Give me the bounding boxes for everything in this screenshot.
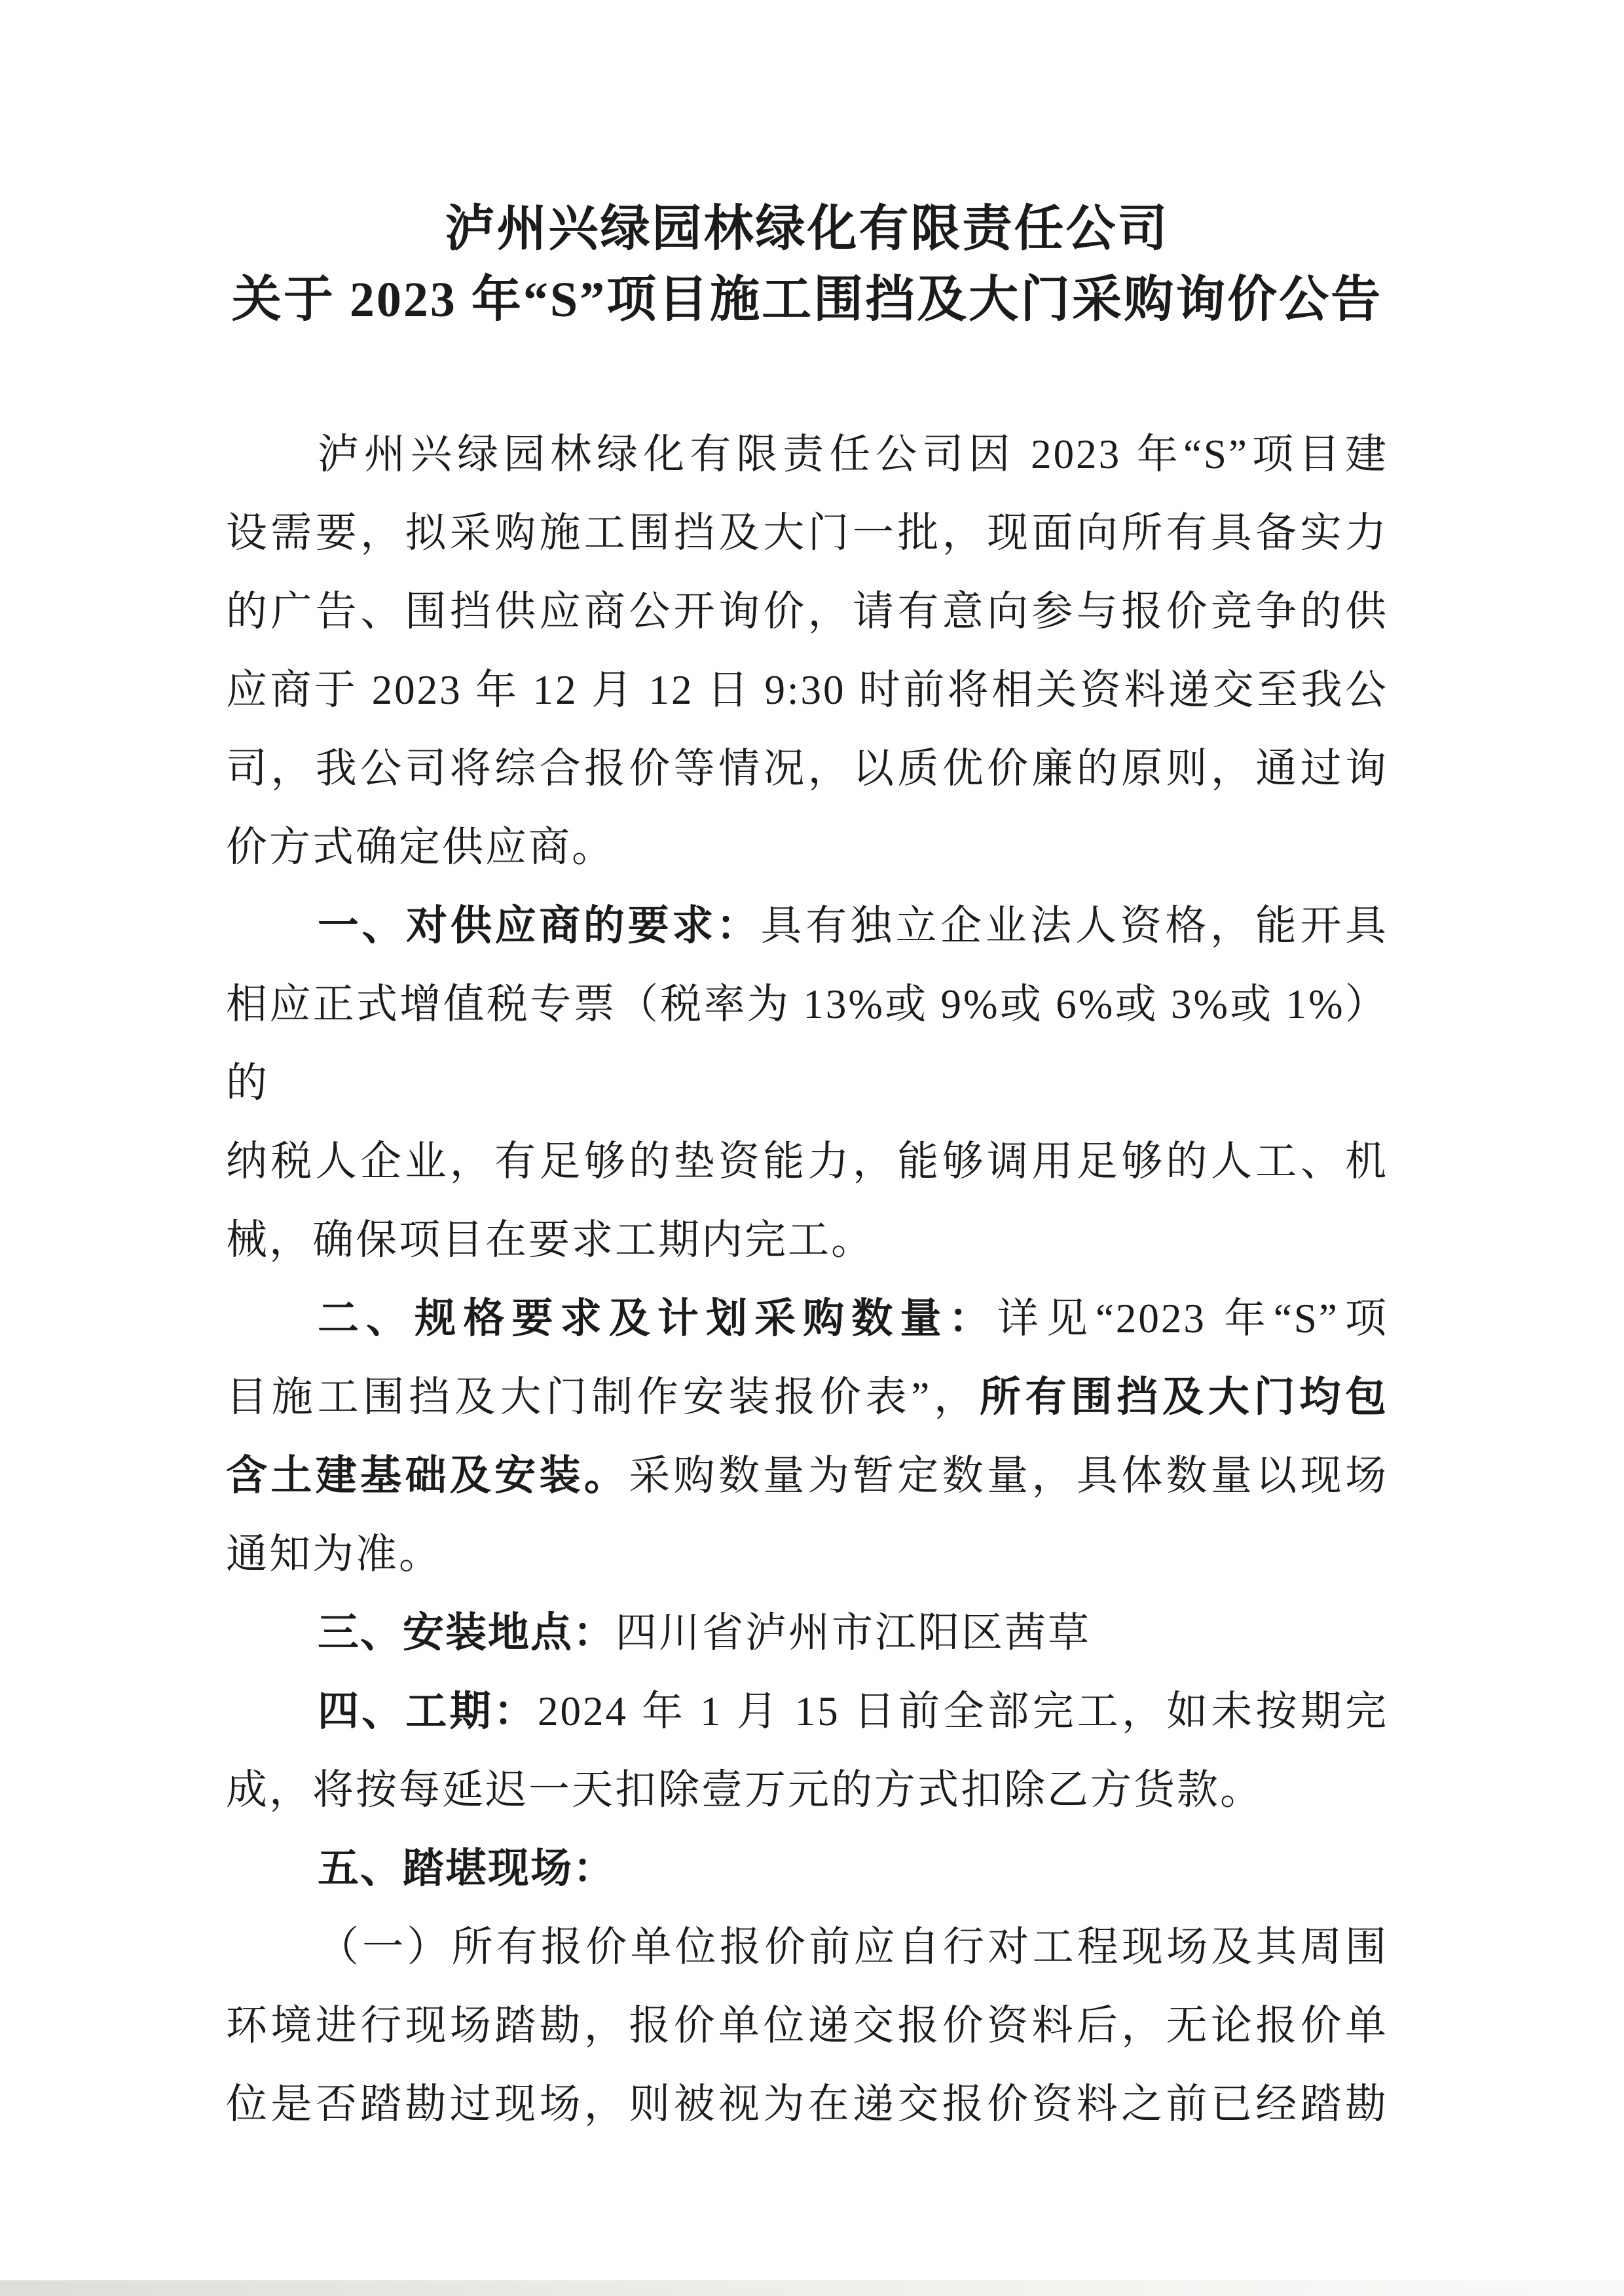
emphasis-bold-text: 含土建基础及安装。	[226, 1453, 629, 1499]
intro-text: 设需要，拟采购施工围挡及大门一批，现面向所有具备实力	[226, 510, 1388, 556]
body-line-16	[226, 1672, 1388, 1751]
body-line-9	[226, 1122, 1388, 1201]
intro-text: 价方式确定供应商。	[226, 824, 615, 870]
section-one-text: 械，确保项目在要求工期内完工。	[226, 1217, 874, 1263]
body-line-3	[226, 572, 1388, 651]
body-line-7	[226, 886, 1388, 965]
body-line-1	[226, 415, 1388, 494]
section-one-heading: 一、对供应商的要求：	[318, 903, 761, 949]
section-five-item-text: （一）所有报价单位报价前应自行对工程现场及其周围	[318, 1924, 1388, 1970]
body-line-8	[226, 965, 1388, 1122]
section-one-text: 具有独立企业法人资格，能开具	[760, 903, 1389, 949]
intro-text: 应商于 2023 年 12 月 12 日 9:30 时前将相关资料递交至我公	[226, 667, 1388, 713]
section-four-text: 2024 年 1 月 15 日前全部完工，如未按期完	[538, 1688, 1389, 1734]
body-line-5	[226, 729, 1388, 808]
section-five-item-text: 位是否踏勘过现场，则被视为在递交报价资料之前已经踏勘	[226, 2081, 1388, 2127]
body-line-20	[226, 1986, 1388, 2065]
section-three-text: 四川省泸州市江阳区茜草	[616, 1610, 1091, 1656]
section-two-heading: 二、规格要求及计划采购数量：	[318, 1296, 997, 1341]
document-title-subject: 关于 2023 年“S”项目施工围挡及大门采购询价公告	[231, 272, 1383, 327]
section-one-text: 纳税人企业，有足够的垫资能力，能够调用足够的人工、机	[226, 1139, 1388, 1184]
section-two-text: 通知为准。	[226, 1531, 442, 1577]
intro-text: 的广告、围挡供应商公开询价，请有意向参与报价竞争的供	[226, 589, 1388, 634]
body-line-13	[226, 1436, 1388, 1515]
section-four-text: 成，将按每延迟一天扣除壹万元的方式扣除乙方货款。	[226, 1767, 1263, 1813]
body-line-19	[226, 1908, 1388, 1986]
section-two-text: 目施工围挡及大门制作安装报价表”，	[226, 1374, 980, 1420]
intro-text: 泸州兴绿园林绿化有限责任公司因 2023 年“S”项目建	[318, 431, 1388, 477]
section-one-text: 相应正式增值税专票（税率为 13%或 9%或 6%或 3%或 1%）的	[226, 981, 1388, 1106]
body-line-17	[226, 1751, 1388, 1829]
scanner-edge-artifact	[0, 2280, 1624, 2296]
emphasis-bold-text: 所有围挡及大门均包	[979, 1374, 1388, 1420]
body-line-18	[226, 1829, 1388, 1908]
body-line-11	[226, 1279, 1388, 1358]
intro-text: 司，我公司将综合报价等情况，以质优价廉的原则，通过询	[226, 746, 1388, 792]
body-line-21	[226, 2065, 1388, 2143]
document-title-company: 泸州兴绿园林绿化有限责任公司	[445, 202, 1170, 257]
body-line-2	[226, 494, 1388, 572]
section-five-heading: 五、踏堪现场：	[318, 1846, 616, 1891]
title-block	[226, 0, 1388, 335]
body-line-10	[226, 1201, 1388, 1279]
document-content	[226, 0, 1388, 2143]
body-line-12	[226, 1358, 1388, 1436]
body-line-14	[226, 1515, 1388, 1594]
section-three-heading: 三、安装地点：	[318, 1610, 616, 1656]
body-line-4	[226, 651, 1388, 729]
section-five-item-text: 环境进行现场踏勘，报价单位递交报价资料后，无论报价单	[226, 2003, 1388, 2049]
body-line-6	[226, 808, 1388, 886]
body-line-15	[226, 1594, 1388, 1672]
document-body	[226, 415, 1388, 2143]
section-four-heading: 四、工期：	[318, 1688, 538, 1734]
section-two-text: 详见“2023 年“S”项	[997, 1296, 1389, 1341]
section-two-text: 采购数量为暂定数量，具体数量以现场	[629, 1453, 1389, 1499]
